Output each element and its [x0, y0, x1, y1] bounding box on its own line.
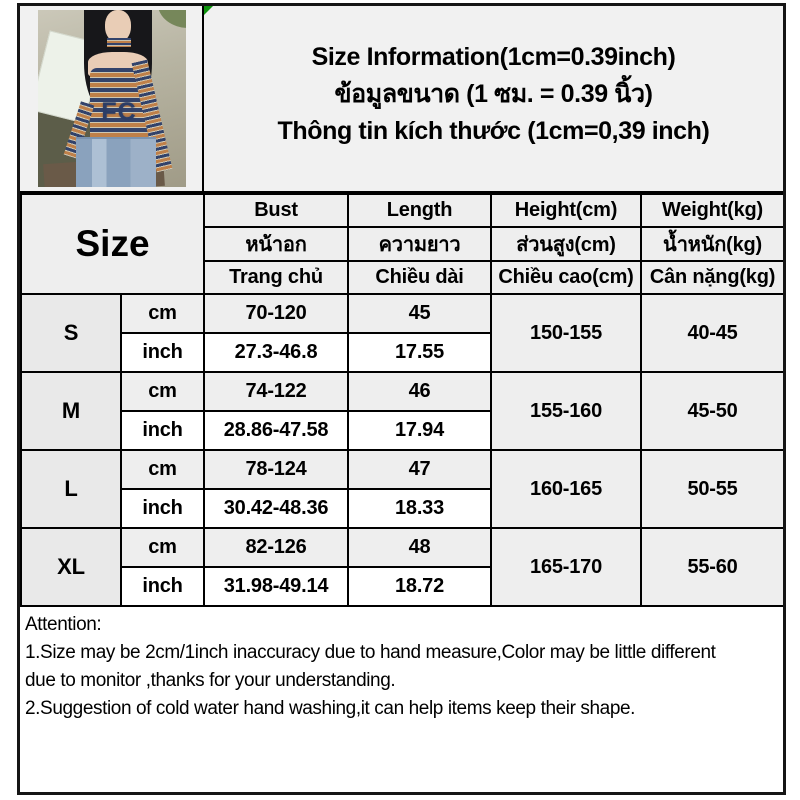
bust-cm: 74-122 — [204, 372, 348, 411]
length-inch: 17.55 — [348, 333, 491, 372]
length-header-th: ความยาว — [348, 227, 491, 261]
unit-cm: cm — [121, 294, 204, 333]
bust-inch: 31.98-49.14 — [204, 567, 348, 606]
height-value: 150-155 — [491, 294, 641, 372]
length-inch: 17.94 — [348, 411, 491, 450]
length-inch: 18.72 — [348, 567, 491, 606]
green-corner-marker-icon — [204, 6, 213, 15]
size-row-l-cm — [21, 450, 784, 489]
photo-cell — [20, 6, 204, 191]
bust-cm: 70-120 — [204, 294, 348, 333]
unit-cm: cm — [121, 528, 204, 567]
weight-header-en: Weight(kg) — [641, 194, 784, 227]
unit-inch: inch — [121, 567, 204, 606]
bust-cm: 78-124 — [204, 450, 348, 489]
weight-value: 40-45 — [641, 294, 784, 372]
bust-header-en: Bust — [204, 194, 348, 227]
weight-header-th: น้ำหนัก(kg) — [641, 227, 784, 261]
length-cm: 46 — [348, 372, 491, 411]
title-cell — [204, 6, 783, 191]
bust-header-vi: Trang chủ — [204, 261, 348, 294]
weight-header-vi: Cân nặng(kg) — [641, 261, 784, 294]
title-english: Size Information(1cm=0.39inch) — [311, 43, 676, 71]
height-header-vi: Chiều cao(cm) — [491, 261, 641, 294]
size-row-xl-cm — [21, 528, 784, 567]
title-thai: ข้อมูลขนาด (1 ซม. = 0.39 นิ้ว) — [334, 80, 653, 108]
size-label: XL — [21, 528, 121, 606]
product-photo — [38, 10, 186, 187]
weight-value: 55-60 — [641, 528, 784, 606]
bust-inch: 30.42-48.36 — [204, 489, 348, 528]
bust-inch: 28.86-47.58 — [204, 411, 348, 450]
bust-inch: 27.3-46.8 — [204, 333, 348, 372]
attention-line: due to monitor ,thanks for your understanding. — [25, 670, 396, 691]
size-row-s-cm — [21, 294, 784, 333]
size-label: L — [21, 450, 121, 528]
attention-notes — [20, 607, 783, 792]
attention-heading: Attention: — [25, 614, 102, 635]
size-table — [20, 193, 785, 607]
shirt-letters: FC — [101, 98, 137, 126]
weight-value: 50-55 — [641, 450, 784, 528]
unit-inch: inch — [121, 411, 204, 450]
size-label: M — [21, 372, 121, 450]
length-cm: 47 — [348, 450, 491, 489]
unit-inch: inch — [121, 489, 204, 528]
unit-cm: cm — [121, 450, 204, 489]
plant-decoration — [158, 10, 186, 28]
size-column-header: Size — [21, 194, 204, 294]
height-header-en: Height(cm) — [491, 194, 641, 227]
bust-header-th: หน้าอก — [204, 227, 348, 261]
attention-line: 2.Suggestion of cold water hand washing,it can help items keep their shape. — [25, 698, 636, 719]
length-header-en: Length — [348, 194, 491, 227]
height-value: 155-160 — [491, 372, 641, 450]
title-vietnamese: Thông tin kích thước (1cm=0,39 inch) — [277, 117, 710, 145]
size-label: S — [21, 294, 121, 372]
unit-inch: inch — [121, 333, 204, 372]
height-header-th: ส่วนสูง(cm) — [491, 227, 641, 261]
denim-jeans — [76, 139, 156, 187]
length-header-vi: Chiều dài — [348, 261, 491, 294]
top-row — [20, 6, 783, 193]
height-value: 160-165 — [491, 450, 641, 528]
chart-frame — [17, 3, 786, 795]
height-value: 165-170 — [491, 528, 641, 606]
unit-cm: cm — [121, 372, 204, 411]
attention-line: 1.Size may be 2cm/1inch inaccuracy due to hand measure,Color may be little different — [25, 642, 716, 663]
weight-value: 45-50 — [641, 372, 784, 450]
length-cm: 48 — [348, 528, 491, 567]
striped-choker — [107, 38, 131, 47]
header-row-en — [21, 194, 784, 227]
length-cm: 45 — [348, 294, 491, 333]
size-row-m-cm — [21, 372, 784, 411]
length-inch: 18.33 — [348, 489, 491, 528]
bust-cm: 82-126 — [204, 528, 348, 567]
